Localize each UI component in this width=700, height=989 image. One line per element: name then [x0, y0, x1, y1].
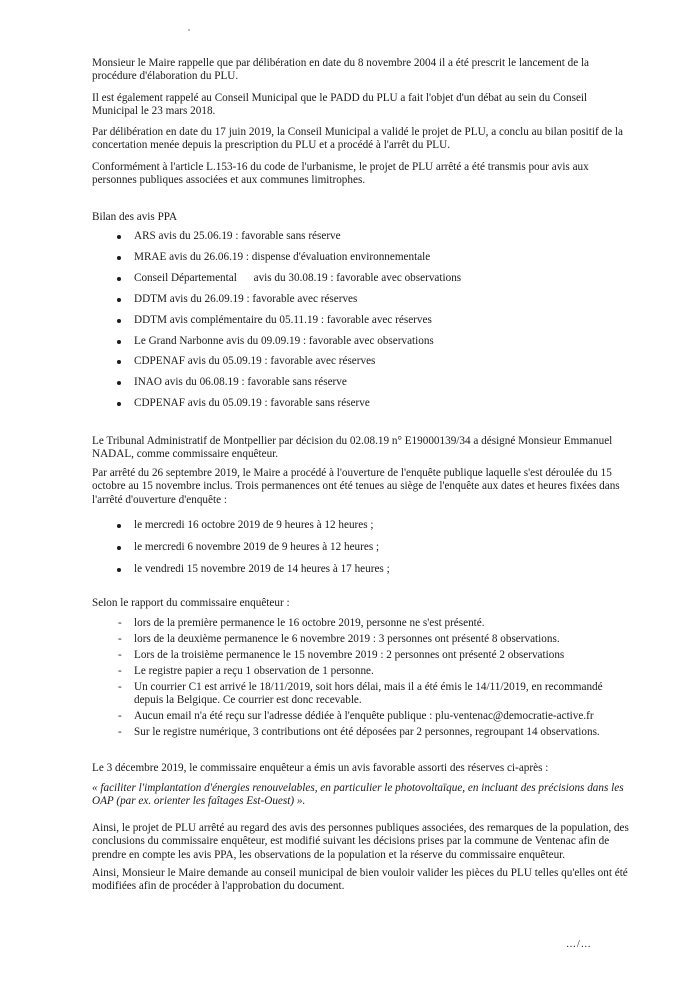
- bullet-icon: [117, 319, 121, 323]
- ainsi-paragraph-1: Ainsi, le projet de PLU arrêté au regard des avis des personnes publiques associées, des remarques de la population, des conclusions du commissaire enquêteur, est modifié suivant les décisions prises par la commune de Ventenac afin de prendre en compte les avis PPA, les observations de la population et la réserve du commissaire enquêteur.: [92, 822, 629, 861]
- bullet-icon: [117, 340, 121, 344]
- bullet-icon: [117, 546, 121, 550]
- dash-icon: -: [118, 726, 122, 738]
- dash-icon: -: [118, 710, 122, 722]
- page-continuation: …/…: [566, 939, 592, 950]
- bullet-icon: [117, 524, 121, 528]
- intro-paragraph-4: Conformément à l'article L.153-16 du code de l'urbanisme, le projet de PLU arrêté a été transmis pour avis aux personnes publiques associées et aux communes limitrophes.: [92, 161, 589, 187]
- dash-icon: -: [118, 681, 122, 693]
- bullet-icon: [117, 360, 121, 364]
- bullet-icon: [117, 402, 121, 406]
- dash-icon: -: [118, 633, 122, 645]
- dash-icon: -: [118, 665, 122, 677]
- arrete-paragraph: Par arrêté du 26 septembre 2019, le Maire a procédé à l'ouverture de l'enquête publique laquelle s'est déroulée du 15 octobre au 15 novembre inclus. Trois permanences ont été tenues au siège de l'enquête aux dates et heures fixées dans l'arrêté d'ouverture d'enquête :: [92, 467, 620, 506]
- intro-paragraph-1: Monsieur le Maire rappelle que par délibération en date du 8 novembre 2004 il a été prescrit le lancement de la procédure d'élaboration du PLU.: [92, 57, 590, 83]
- intro-paragraph-2: Il est également rappelé au Conseil Municipal que le PADD du PLU a fait l'objet d'un débat au sein du Conseil Municipal le 23 mars 2018.: [92, 92, 588, 118]
- bullet-icon: [117, 568, 121, 572]
- ainsi-paragraph-2: Ainsi, Monsieur le Maire demande au conseil municipal de bien vouloir valider les pièces du PLU telles qu'elles ont été modifiées afin de procéder à l'approbation du document.: [92, 867, 628, 893]
- avis-paragraph: Le 3 décembre 2019, le commissaire enquêteur a émis un avis favorable assorti des réserves ci-après :: [92, 762, 549, 774]
- dash-icon: -: [118, 649, 122, 661]
- reserve-quote: « faciliter l'implantation d'énergies renouvelables, en particulier le photovoltaïque, en incluant des précisions dans les OAP (par ex. orienter les faîtages Est-Ouest) ».: [92, 782, 624, 808]
- bullet-icon: [117, 256, 121, 260]
- bullet-icon: [117, 381, 121, 385]
- bullet-icon: [117, 235, 121, 239]
- rapport-heading: Selon le rapport du commissaire enquêteur :: [92, 597, 290, 609]
- bullet-icon: [117, 298, 121, 302]
- bilan-heading: Bilan des avis PPA: [92, 211, 178, 223]
- tribunal-paragraph: Le Tribunal Administratif de Montpellier par décision du 02.08.19 n° E19000139/34 a désigné Monsieur Emmanuel NADAL, comme commissaire enquêteur.: [92, 435, 613, 461]
- document-page: Monsieur le Maire rappelle que par délibération en date du 8 novembre 2004 il a été prescrit le lancement de la procédure d'élaboration du PLU. Il est également rappelé au Conseil Municipal que le PADD du PLU a fait l'objet d'un débat au sein du Conseil Municipal le 23 mars 2018. Par délibération en date du 17 juin 2019, la Conseil Municipal a validé le projet de PLU, a conclu au bilan positif de la concertation menée depuis la prescription du PLU et a procédé à l'arrêt du PLU. Conformément à l'article L.153-16 du code de l'urbanisme, le projet de PLU arrêté a été transmis pour avis aux personnes publiques associées et aux communes limitrophes. Bilan des avis PPA ARS avis du 25.06.19 : favorable sans réserve MRAE avis du 26.06.19 : dispense d'évaluation environnementale Conseil Départemental avis du 30.08.19 : favorable avec observations DDTM avis du 26.09.19 : favorable avec réserves DDTM avis complémentaire du 05.11.19 : favorable avec réserves Le Grand Narbonne avis du 09.09.19 : favorable avec observations CDPENAF avis du 05.09.19 : favorable avec réserves INAO avis du 06.08.19 : favorable sans réserve CDPENAF avis du 05.09.19 : favorable sans réserve Le Tribunal Administratif de Montpellier par décision du 02.08.19 n° E19000139/34 a désigné Monsieur Emmanuel NADAL, comme commissaire enquêteur. Par arrêté du 26 septembre 2019, le Maire a procédé à l'ouverture de l'enquête publique laquelle s'est déroulée du 15 octobre au 15 novembre inclus. Trois permanences ont été tenues au siège de l'enquête aux dates et heures fixées dans l'arrêté d'ouverture d'enquête : le mercredi 16 octobre 2019 de 9 heures à 12 heures ; le mercredi 6 novembre 2019 de 9 heures à 12 heures ; le vendredi 15 novembre 2019 de 14 heures à 17 heures ; Selon le rapport du commissaire enquêteur : - lors de la première permanence le 16 octobre 2019, personne ne s'est présenté. - lors de la deuxième permanence le 6 novembre 2019 : 3 personnes ont présenté 8 observations. - Lors de la troisième permanence le 15 novembre 2019 : 2 personnes ont présenté 2 observations - Le registre papier a reçu 1 observation de 1 personne. - Un courrier C1 est arrivé le 18/11/2019, soit hors délai, mais il a été émis le 14/11/2019, en recommandé depuis la Belgique. Ce courrier est donc recevable. - Aucun email n'a été reçu sur l'adresse dédiée à l'enquête publique : plu-ventenac@democratie-active.fr - Sur le registre numérique, 3 contributions ont été déposées par 2 personnes, regroupant 14 observations. Le 3 décembre 2019, le commissaire enquêteur a émis un avis favorable assorti des réserves ci-après : « faciliter l'implantation d'énergies renouvelables, en particulier le photovoltaïque, en incluant des précisions dans les OAP (par ex. orienter les faîtages Est-Ouest) ». Ainsi, le projet de PLU arrêté au regard des avis des personnes publiques associées, des remarques de la population, des conclusions du commissaire enquêteur, est modifié suivant les décisions prises par la commune de Ventenac afin de prendre en compte les avis PPA, les observations de la population et la réserve du commissaire enquêteur. Ainsi, Monsieur le Maire demande au conseil municipal de bien vouloir valider les pièces du PLU telles qu'elles ont été modifiées afin de procéder à l'approbation du document. …/…: [0, 0, 700, 989]
- dash-icon: -: [118, 617, 122, 629]
- intro-paragraph-3: Par délibération en date du 17 juin 2019, la Conseil Municipal a validé le projet de PLU, a conclu au bilan positif de la concertation menée depuis la prescription du PLU et a procédé à l'arrêt du PLU.: [92, 126, 623, 152]
- scan-mark: [188, 29, 190, 31]
- bullet-icon: [117, 277, 121, 281]
